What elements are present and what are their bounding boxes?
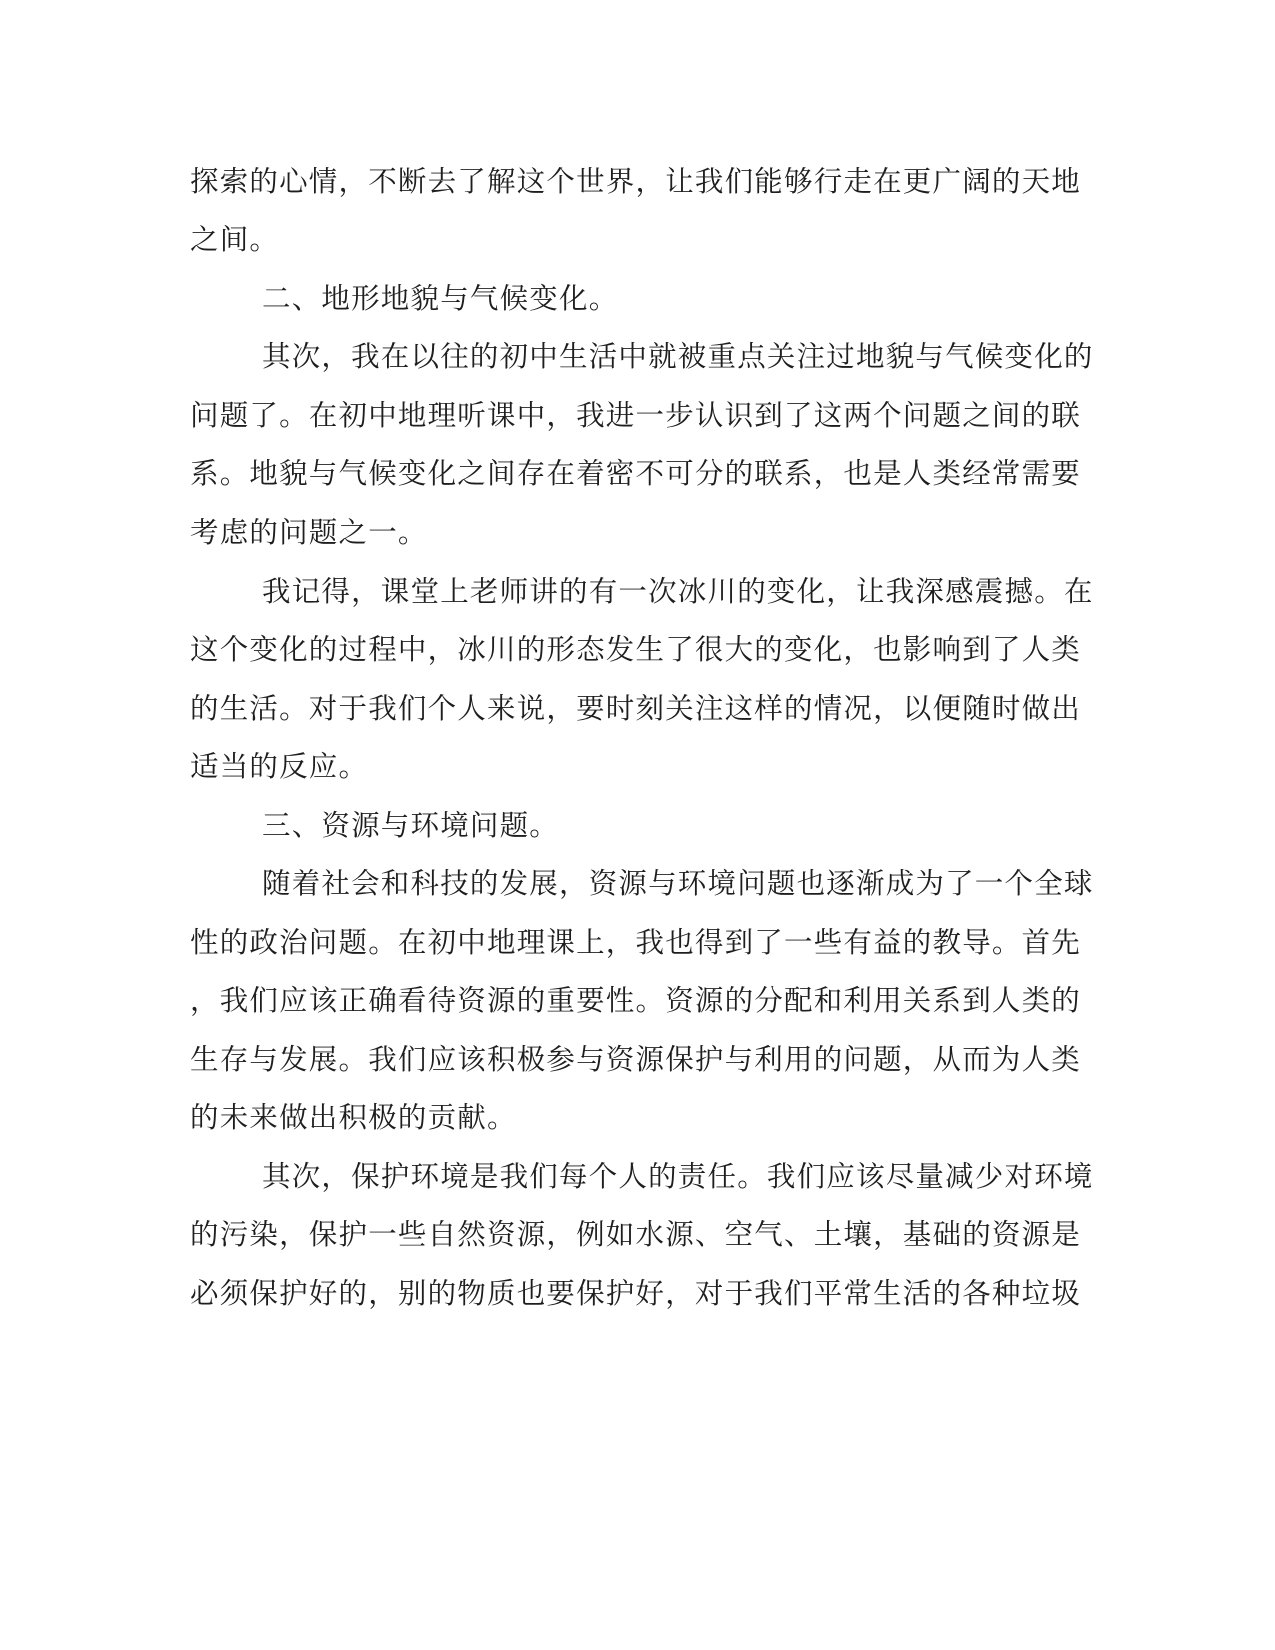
text-line: 探索的心情，不断去了解这个世界，让我们能够行走在更广阔的天地 — [190, 165, 1082, 198]
text-line: 性的政治问题。在初中地理课上，我也得到了一些有益的教导。首先 — [190, 926, 1082, 959]
text-line: 其次，我在以往的初中生活中就被重点关注过地貌与气候变化的 — [262, 340, 1094, 373]
text-line: 其次，保护环境是我们每个人的责任。我们应该尽量减少对环境 — [262, 1160, 1094, 1193]
text-line: 系。地貌与气候变化之间存在着密不可分的联系，也是人类经常需要 — [190, 457, 1082, 490]
text-line: 这个变化的过程中，冰川的形态发生了很大的变化，也影响到了人类 — [190, 633, 1082, 666]
text-line: 随着社会和科技的发展，资源与环境问题也逐渐成为了一个全球 — [262, 867, 1094, 900]
text-line: 生存与发展。我们应该积极参与资源保护与利用的问题，从而为人类 — [190, 1043, 1082, 1076]
text-line: 适当的反应。 — [190, 750, 369, 783]
text-line: 考虑的问题之一。 — [190, 516, 428, 549]
text-line: 之间。 — [190, 223, 280, 256]
section-heading: 二、地形地貌与气候变化。 — [262, 282, 619, 315]
section-heading: 三、资源与环境问题。 — [262, 809, 560, 842]
text-line: ，我们应该正确看待资源的重要性。资源的分配和利用关系到人类的 — [190, 984, 1082, 1017]
text-line: 的污染，保护一些自然资源，例如水源、空气、土壤，基础的资源是 — [190, 1218, 1082, 1251]
text-line: 问题了。在初中地理听课中，我进一步认识到了这两个问题之间的联 — [190, 399, 1082, 432]
text-line: 的生活。对于我们个人来说，要时刻关注这样的情况，以便随时做出 — [190, 692, 1082, 725]
text-line: 我记得，课堂上老师讲的有一次冰川的变化，让我深感震撼。在 — [262, 575, 1094, 608]
text-line: 的未来做出积极的贡献。 — [190, 1101, 517, 1134]
text-line: 必须保护好的，别的物质也要保护好，对于我们平常生活的各种垃圾 — [190, 1277, 1082, 1310]
